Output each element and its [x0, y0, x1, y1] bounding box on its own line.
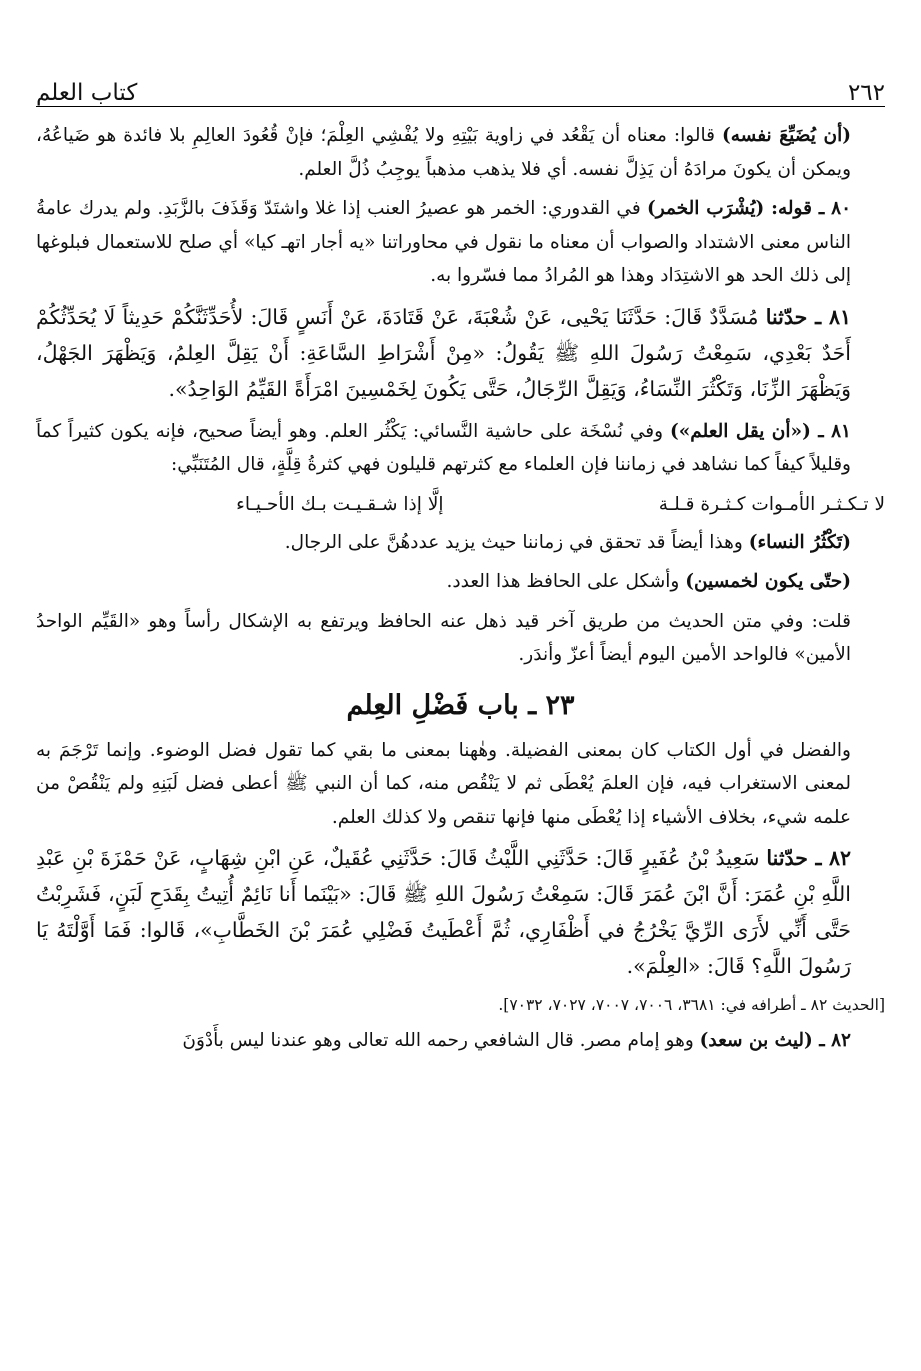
paragraph-lead: ٨٢ ـ (ليث بن سعد) — [699, 1030, 851, 1051]
paragraph-text: وفي نُسْخَة على حاشية النَّسائي: يَكْثُر العلم. وهو أيضاً صحيح، فإنه يكون كثيراً كماً وقليلاً كيفاً كما نشاهد في زماننا فإن العلماء مع كثرتهم قليلون فهي كثرةُ قِلَّةٍ، قال المُتَنَبِّي: — [36, 420, 851, 475]
page-content — [36, 107, 885, 1058]
paragraph-commentary-81 — [36, 415, 885, 482]
hadith-cross-reference: [الحديث ٨٢ ـ أطرافه في: ٣٦٨١، ٧٠٠٦، ٧٠٠٧، ٧٠٢٧، ٧٠٣٢]. — [498, 996, 885, 1014]
hadith-text: مُسَدَّدٌ قَالَ: حَدَّثَنَا يَحْيى، عَنْ شُعْبَةَ، عَنْ قَتَادَةَ، عَنْ أَنَسٍ قَالَ: لأُحَدِّثَنَّكُمْ حَدِيثاً لَا يُحَدِّثُكُمْ أَحَدٌ بَعْدِي، سَمِعْتُ رَسُولَ اللهِ ﷺ يَقُولُ: «مِنْ أَشْرَاطِ السَّاعَةِ: أَنْ يَقِلَّ العِلمُ، وَيَظْهَرَ الجَهْلُ، وَيَظْهَرَ الزِّنَا، وَتَكْثُرَ النِّسَاءُ، وَيَقِلَّ الرِّجَالُ، حَتَّى يَكُونَ لِخَمْسِينَ امْرَأَةً القَيِّمُ الوَاحِدُ». — [36, 304, 851, 401]
paragraph-lead: ٨٠ ـ قوله: (يُشْرَب الخمر) — [647, 198, 852, 219]
hadith-lead: ٨١ ـ حدّثنا — [765, 304, 851, 329]
paragraph-women — [36, 526, 885, 560]
paragraph-lead: ٨١ ـ («أن يقل العلم») — [669, 420, 851, 442]
paragraph-text: وهو إمام مصر. قال الشافعي رحمه الله تعالى وهو عندنا ليس بأَدْوَنَ — [182, 1030, 700, 1051]
hadith-81 — [36, 299, 885, 407]
book-title: كتاب العلم — [36, 80, 138, 106]
hadith-lead: ٨٢ ـ حدّثنا — [766, 846, 851, 870]
paragraph-commentary-80 — [36, 192, 885, 293]
paragraph-text: في القدوري: الخمر هو عصيرُ العنب إذا غلا واشتَدّ وَقَذَفَ بالزَّبَدِ. ولم يدرك عامةُ الناس معنى الاشتداد والصواب أن معناه ما نقول في محاوراتنا «يه أجار اتهـ كيا» أي صلح للاستعمال فبلوغها إلى ذلك الحد هو الاشتِدَاد وهذا هو المُرادُ مما فسّروا به. — [36, 198, 851, 286]
page-number: ٢٦٢ — [847, 80, 885, 106]
paragraph-note — [36, 605, 885, 672]
hadith-text: سَعِيدُ بْنُ عُفَيرٍ قَالَ: حَدَّثَنِي اللَّيْثُ قَالَ: حَدَّثَنِي عُقَيلٌ، عَنِ ابْنِ شِهَابٍ، عَنْ حَمْزَةَ بْنِ عَبْدِ اللَّهِ بْنِ عُمَرَ: أَنَّ ابْنَ عُمَرَ قَالَ: سَمِعْتُ رَسُولَ اللهِ ﷺ قَالَ: «بَيْنَما أَنا نَائِمٌ أُتِيتُ بِقَدَحِ لَبَنٍ، فَشَرِبْتُ حَتَّى أَنِّي لأَرَى الرِّيَّ يَخْرُجُ في أَظْفَارِي، ثُمَّ أَعْطَيتُ فَضْلِي عُمَرَ بْنَ الخَطَّابِ»، قَالوا: فَمَا أَوَّلْتَهُ يَا رَسُولَ اللَّهِ؟ قَالَ: «العِلْمَ». — [36, 846, 851, 978]
paragraph-commentary-82 — [36, 1024, 885, 1058]
poetry-first-hemistich: لا تـكـثـر الأمـوات كـثـرة قـلـة — [658, 493, 885, 515]
paragraph-text: والفضل في أول الكتاب كان بمعنى الفضيلة. وهٰهنا بمعنى ما بقي كما تقول فضل الوضوء. وإنما تَرْجَمَ به لمعنى الاستغراب فيه، فإن العلمَ يُعْطَى ثم لا يَنْقُص منه، كما أن النبي ﷺ أعطى فضل لَبَنِهِ ولم يَنْقُصْ من علمه شيء، بخلاف الأشياء إذا يُعْطَى منها فإنها تنقص ولا كذلك العلم. — [36, 739, 851, 828]
hadith-82 — [36, 840, 885, 984]
paragraph-commentary-1 — [36, 119, 885, 186]
paragraph-text: قلت: وفي متن الحديث من طريق آخر قيد ذهل عنه الحافظ ويرتفع به الإشكال رأساً وهو «القَيِّم الواحدُ الأمين» فالواحد الأمين اليوم أيضاً أعزّ وأندَر. — [36, 610, 851, 665]
paragraph-lead: (أن يُضَيِّعَ نفسه) — [722, 125, 851, 146]
paragraph-lead: (تَكْثُرُ النساء) — [748, 531, 851, 553]
paragraph-text: قالوا: معناه أن يَقْعُد في زاوية بَيْتِهِ ولا يُفْشِي العِلْمَ؛ فإنْ قُعُودَ العالِمِ بلا فائدة هو ضَياعُهُ، ويمكن أن يكونَ مرادَهُ أن يَذِلَّ نفسه. أي فلا يذهب مذهباً يوجِبُ ذُلَّ العلم. — [36, 125, 851, 180]
page-header — [36, 70, 885, 107]
paragraph-text: وأشكل على الحافظ هذا العدد. — [446, 571, 686, 592]
paragraph-fifty — [36, 565, 885, 599]
paragraph-chapter-intro — [36, 734, 885, 835]
chapter-heading: ٢٣ ـ باب فَضْلِ العِلم — [346, 689, 575, 721]
poetry-verse — [36, 488, 885, 522]
paragraph-lead: (حتّى يكون لخمسين) — [685, 571, 851, 592]
document-page — [36, 70, 885, 1351]
poetry-second-hemistich: إلَّا إذا شـقـيـت بـك الأحـيـاء — [236, 493, 444, 515]
paragraph-text: وهذا أيضاً قد تحقق في زماننا حيث يزيد عددهُنَّ على الرجال. — [284, 531, 749, 553]
